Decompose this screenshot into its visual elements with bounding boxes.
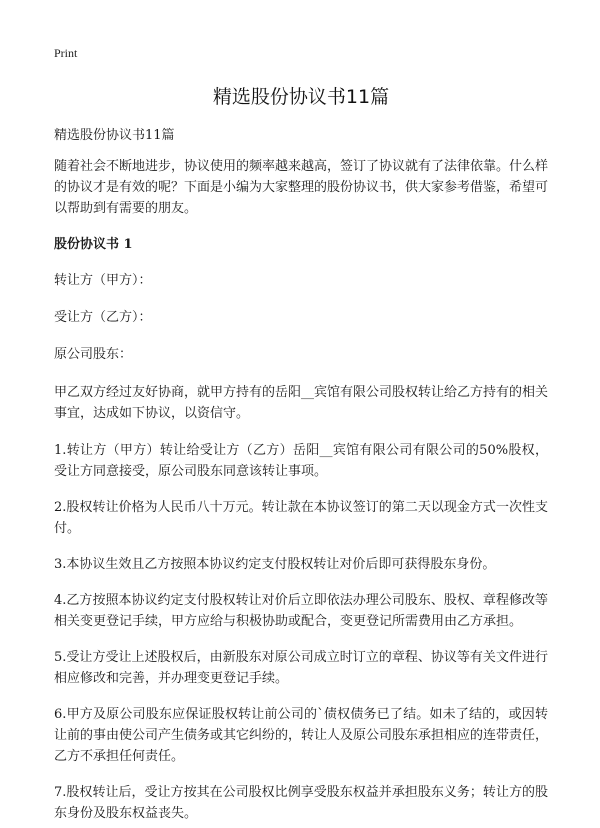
- intro-paragraph: 随着社会不断地进步，协议使用的频率越来越高，签订了协议就有了法律依靠。什么样的协议才是有效的呢？下面是小编为大家整理的股份协议书，供大家参考借鉴，希望可以帮助到有需要的朋友。: [54, 159, 549, 216]
- clause-4: 4.乙方按照本协议约定支付股权转让对价后立即依法办理公司股东、股权、章程修改等相关变更登记手续，甲方应给与积极协助或配合，变更登记所需费用由乙方承担。: [54, 593, 548, 629]
- field-original-shareholder: 原公司股东：: [54, 347, 133, 362]
- field-transferor: 转让方（甲方）：: [54, 273, 152, 288]
- clause-6: 6.甲方及原公司股东应保证股权转让前公司的`债权债务已了结。如未了结的，或因转让前的事由使公司产生债务或其它纠纷的，转让人及原公司股东承担相应的连带责任，乙方不承担任何责任。: [54, 707, 549, 764]
- clause-5: 5.受让方受让上述股权后，由新股东对原公司成立时订立的章程、协议等有关文件进行相应修改和完善，并办理变更登记手续。: [54, 650, 548, 686]
- preamble-paragraph: 甲乙双方经过友好协商，就甲方持有的岳阳__宾馆有限公司股权转让给乙方持有的相关事宜，达成如下协议，以资信守。: [54, 385, 549, 421]
- print-label: Print: [54, 46, 78, 60]
- field-transferee: 受让方（乙方）：: [54, 310, 152, 325]
- clause-7: 7.股权转让后，受让方按其在公司股权比例享受股东权益并承担股东义务；转让方的股东身份及股东权益丧失。: [54, 785, 548, 821]
- section-heading: 股份协议书 1: [54, 237, 133, 252]
- clause-1: 1.转让方（甲方）转让给受让方（乙方）岳阳__宾馆有限公司有限公司的50%股权，受让方同意接受，原公司股东同意该转让事项。: [54, 443, 548, 479]
- document-title: 精选股份协议书11篇: [212, 86, 390, 108]
- clause-2: 2.股权转让价格为人民币八十万元。转让款在本协议签订的第二天以现金方式一次性支付。: [54, 500, 548, 536]
- document-subtitle: 精选股份协议书11篇: [54, 128, 175, 143]
- clause-3: 3.本协议生效且乙方按照本协议约定支付股权转让对价后即可获得股东身份。: [54, 557, 496, 572]
